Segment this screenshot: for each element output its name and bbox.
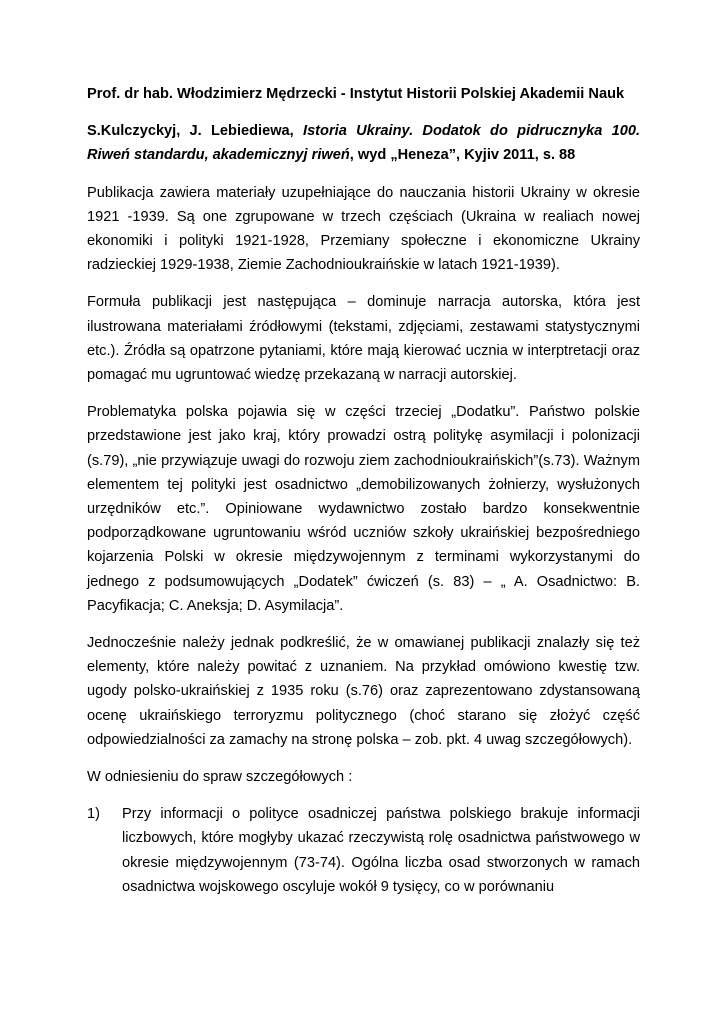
paragraph-formula: Formuła publikacji jest następująca – dominuje narracja autorska, która jest ilustrowana materiałami źródłowymi (tekstami, zdjęciami, zestawami statystycznymi etc.). Źródła są opatrzone pytaniami, które mają kierować ucznia w interptretacji oraz pomagać mu ugruntować wiedzę przekazaną w narracji autorskiej. [87,294,640,384]
document-page [87,82,640,899]
author-line: Prof. dr hab. Włodzimierz Mędrzecki - Instytut Historii Polskiej Akademii Nauk [87,86,625,102]
paragraph-polish-issues: Problematyka polska pojawia się w części trzeciej „Dodatku”. Państwo polskie przedstawione jest jako kraj, który prowadzi ostrą politykę asymilacji i polonizacji (s.79), „nie przywiązuje uwagi do rozwoju ziem zachodnioukraińskich”(s.73). Ważnym elementem tej polityki jest osadnictwo „demobilizowanych żołnierzy, wysłużonych urzędników etc.”. Opiniowane wydawnictwo zostało bardzo konsekwentnie podporządkowane ugruntowaniu wśród uczniów szkoły ukraińskiej bezpośredniego kojarzenia Polski w okresie międzywojennym z terminami wykorzystanymi do jednego z podsumowujących „Dodatek” ćwiczeń (s. 83) – „ A. Osadnictwo: B. Pacyfikacja; C. Aneksja; D. Asymilacja”. [87,404,640,614]
list-item-number: 1) [87,806,100,823]
detail-list [87,802,640,899]
paragraph-intro: Publikacja zawiera materiały uzupełniające do nauczania historii Ukrainy w okresie 1921 -1939. Są one zgrupowane w trzech częściach (Ukraina w realiach nowej ekonomiki i polityki 1921-1928, Przemiany społeczne i ekonomiczne Ukrainy radzieckiej 1929-1938, Ziemie Zachodnioukraińskie w latach 1921-1939). [87,184,640,274]
citation-authors: S.Kulczyckyj, J. Lebiediewa, [87,123,304,140]
citation-publisher: , wyd „Heneza”, Kyjiv 2011, s. 88 [349,147,576,164]
paragraph-details-intro: W odniesieniu do spraw szczegółowych : [87,769,353,786]
paragraph-positive-elements: Jednocześnie należy jednak podkreślić, że w omawianej publikacji znalazły się też elementy, które należy powitać z uznaniem. Na przykład omówiono kwestię tzw. ugody polsko-ukraińskiej z 1935 roku (s.76) oraz zaprezentowano zdystansowaną ocenę ukraińskiego terroryzmu politycznego (choć starano się złożyć część odpowiedzialności za zamachy na stronę polska – zob. pkt. 4 uwag szczegółowych). [87,635,640,748]
list-item-text: Przy informacji o polityce osadniczej państwa polskiego brakuje informacji liczbowych, które mogłyby ukazać rzeczywistą rolę osadnictwa państwowego w okresie międzywojennym (73-74). Ogólna liczba osad stworzonych w ramach osadnictwa wojskowego oscyluje wokół 9 tysięcy, co w porównaniu [122,806,640,895]
book-citation [87,119,640,167]
citation-title: Istoria Ukrainy. Dodatok do pidrucznyka 100. Riweń standardu, akademicznyj riweń [87,123,640,164]
list-item [87,802,640,899]
